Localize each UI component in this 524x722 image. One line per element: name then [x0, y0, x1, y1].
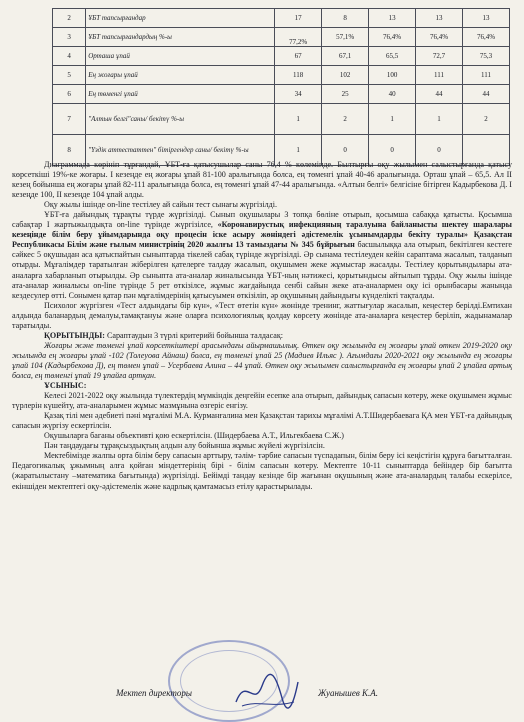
table-cell: 1 [275, 135, 322, 166]
report-body [12, 160, 512, 492]
table-cell: 77,2% [275, 28, 322, 47]
table-cell: 118 [275, 66, 322, 85]
table-cell: 1 [416, 104, 463, 135]
table-cell: 34 [275, 85, 322, 104]
table-row [53, 47, 510, 66]
paragraph-next-year: Келесі 2021-2022 оқу жылында түлектердің мүмкіндік деңгейін есепке ала отырып, дайындық сапасын көтеру, жеке оқушымен жұмыс түрлерін күшейту, ата-аналарымен жұмыс мазмұнына өзгеріс енгізу. [12, 391, 512, 411]
row-number: 5 [53, 66, 86, 85]
table-cell: 0 [416, 135, 463, 166]
results-table-body [53, 9, 510, 166]
row-label: "Үздік аттестаттен" бітіргендер саны/ бекітү %-ы [86, 135, 275, 166]
table-cell: 40 [369, 85, 416, 104]
row-label: Орташа ұпай [86, 47, 275, 66]
table-cell: 67 [275, 47, 322, 66]
paragraph-psychologist: Психолог жүргізген «Тест алдындағы бір күн», «Тест өтетін күн» жөнінде тренинг, жаттығулар жасалып, кеңестер берілді.Емтихан алдында баланардың демалуы,тамақтануы және оларға психологиялық қолдау көрсету жөнінде ата-аналарға кеңестер беріліп, жадынамалар таратылды. [12, 300, 512, 330]
table-cell: 0 [322, 135, 369, 166]
table-row [53, 28, 510, 47]
recommendation-heading: ҰСЫНЫС: [44, 381, 87, 391]
paragraph-score-difference: Жоғары және төменгі ұпай көрсеткіштері арасындағы айырмашылық. Өткен оқу жылында ең жоғары ұпай өткен 2019-2020 оқу жылында ең жоғары ұпай -102 (Толеуова Айнаш) болса, ең төменгі ұпай 25 (Мадиев Ильяс ). Ағымдағы 2020-2021 оқу жылында ең жоғары ұпай 104 (Кадырбекова Д), ең төмен ұпай – Усербаева Алина – 44 ұпай. Өткен оқу жылымен салыстырғанда ең жоғары ұпай 2 ұпайға артық болса, ең төменгі ұпай 19 ұпайға артқан. [12, 340, 512, 380]
paragraph-preparation: ҰБТ-ға дайындық тұрақты түрде жүргізілді. Сынып оқушылары 3 топқа бөліне отырып, қосымша сабаққа қатысты. Қосымша сабақтар I жартыжылдықта on-line түрінде жүргізілсе, «Коронавирустық инфекцияның таралуына байланысты шектеу шаралары кезеңінде білім беру ұйымдарында оқу процесін іске асыру жөніндегі әдістемелік ұсынымдарды бекіту туралы» Қазақстан Республикасы Білім және ғылым министрінің 2020 жылғы 13 тамыздағы № 345 бұйрығын басшылыққа ала отырып, бекітілген кестеге сәйкес 5 оқушыдан аса қатыспайтын сыныптарда тікелей сабақ түрінде жүргізілді. Әр сынама тестілеуден кейін сараптама жасалып, талданып отырды. Мұғалімдер таратылған жіберілген қателерге талдау жасалып, оқушымен жеке жұмыстар жасалды. Тестілеу қорытындылары ата-аналарға хабарланып отырылды. Әр сыныпта ата-аналар жиналысында ҰБТ-ның нәтижесі, қорытындысы айтылып тұрды. Оқу жылы ішінде ата-аналар жиналысы on-line түрінде 5 рет өткізілсе, жұмыс жағдайында сенбі сайын жеке ата-аналармен оқу ісі орынбасары жанында кездесулер өтті. Сонымен қатар пән мұғалімдерінің қатысуымен өткізіліп, әр оқушының дайындығы күнделікті тақталды. [12, 210, 512, 300]
row-number: 2 [53, 9, 86, 28]
table-row [53, 9, 510, 28]
table-cell: 44 [463, 85, 510, 104]
table-row [53, 85, 510, 104]
row-label: "Алтын белгі"саны/ бекітү %-ы [86, 104, 275, 135]
table-cell: 1 [275, 104, 322, 135]
conclusion-heading: ҚОРЫТЫНДЫ: [44, 330, 105, 340]
table-cell: 76,4% [416, 28, 463, 47]
table-cell: 57,1% [322, 28, 369, 47]
row-label: Ең төменгі ұпай [86, 85, 275, 104]
table-cell: 2 [322, 104, 369, 135]
table-cell: 25 [322, 85, 369, 104]
table-cell: 8 [322, 9, 369, 28]
table-cell: 13 [416, 9, 463, 28]
table-cell: 67,1 [322, 47, 369, 66]
table-cell: 111 [463, 66, 510, 85]
signature-scribble [232, 672, 302, 712]
table-cell: 44 [416, 85, 463, 104]
table-cell: 100 [369, 66, 416, 85]
paragraph-online-test: Оқу жылы ішінде on-line тестілеу ай сайын тест сынағы жүргізілді. [44, 200, 278, 210]
paragraph-conclusion: ҚОРЫТЫНДЫ: Сараптаудын 3 түрлі критерийі бойынша талдасақ: [44, 330, 284, 340]
table-row [53, 104, 510, 135]
table-cell: 13 [463, 9, 510, 28]
signature-name: Жуанышев К.А. [318, 688, 378, 698]
results-table [52, 8, 510, 166]
table-cell: 102 [322, 66, 369, 85]
paragraph-grading: Оқушыларға баганы объективті қою ескертілсін. (Шидербаева А.Т., Ильгекбаева С.Ж.) [44, 431, 344, 441]
decree-reference: «Коронавирустық инфекцияның таралуына байланысты шектеу шаралары кезеңінде білім беру ұйымдарында оқу процесін іске асыру жөніндегі әдістемелік ұсынымдарды бекіту туралы» Қазақстан Республикасы Білім және ғылым министрінің 2020 жылғы 13 тамыздағы № 345 бұйрығын [12, 220, 512, 250]
table-cell: 76,4% [463, 28, 510, 47]
table-row [53, 66, 510, 85]
row-label: ҰБТ тапсырғандардың %-ы [86, 28, 275, 47]
table-cell: 75,3 [463, 47, 510, 66]
table-cell: 111 [416, 66, 463, 85]
paragraph-teachers: Қазақ тілі мен әдебиеті пәні мұғалімі М.А. Курманғалина мен Қазақстан тарихы мұғалімі А.Т.Шидербаевага ҚА мен ҰБТ-ға дайындық сапасын жүргізу ескертілсін. [12, 411, 512, 431]
paragraph-subject-choice: Пән таңдаудағы тұрақсыздықтың алдын алу бойынша жұмыс жүйелі жүргізілсін. [44, 441, 325, 451]
table-cell: 1 [369, 104, 416, 135]
row-number: 6 [53, 85, 86, 104]
row-number: 7 [53, 104, 86, 135]
table-cell: 13 [369, 9, 416, 28]
table-cell: 0 [369, 135, 416, 166]
paragraph-school-quality: Мектебімізде жалпы орта білім беру сапасын арттыру, тәлім- тәрбие сапасын түспадапын, білім беру ісі кеңістігін құруға бағытталған. Педагогикалық ұжымның алға қойған міндеттерінің бірі - білім сапасын көтеру. Мектепте 10-11 сыныптарда бейіндер бір бағытта (жаратылыстану –математика бағытында) жүргізілді. Бейімді тандау кезінде бір жағынан оқушының және ата-аналардың талабы ескерілсе, екіншіден мектептегі оқу-әдістемелік және кадрлық қамтамасыз етілу қарастырылады. [12, 451, 512, 491]
row-number: 8 [53, 135, 86, 166]
table-cell: 17 [275, 9, 322, 28]
row-number: 4 [53, 47, 86, 66]
row-number: 3 [53, 28, 86, 47]
table-cell: 2 [463, 104, 510, 135]
paragraph-diagram: Диаграммада көрініп тұрғандай, ҰБТ-ға қатысушылар саны 76,4 % көлемінде. Былтырғы оқу жылымен салыстырғанда қатысу көрсеткіші 19%-ке жоғары. I кезеңде ең жоғары ұпай 81-100 аралығында болса, ең төменгі ұпай 40-46 аралығында. Орташ ұпай – 65,5. Ал II кезең бойынша ең жоғары ұпай 82-111 аралығында болса, ең төменгі ұпай 47-44 аралығында. «Алтын белгі» белгісіне бітірген Кадырбекова Д. I кезеңде 100, II кезеңде 104 ұпай алды. [12, 160, 512, 200]
table-cell: 72,7 [416, 47, 463, 66]
table-cell: 76,4% [369, 28, 416, 47]
table-cell: 65,5 [369, 47, 416, 66]
signature-title: Мектеп директоры [116, 688, 192, 698]
row-label: ҰБТ тапсырғандар [86, 9, 275, 28]
row-label: Ең жоғары ұпай [86, 66, 275, 85]
